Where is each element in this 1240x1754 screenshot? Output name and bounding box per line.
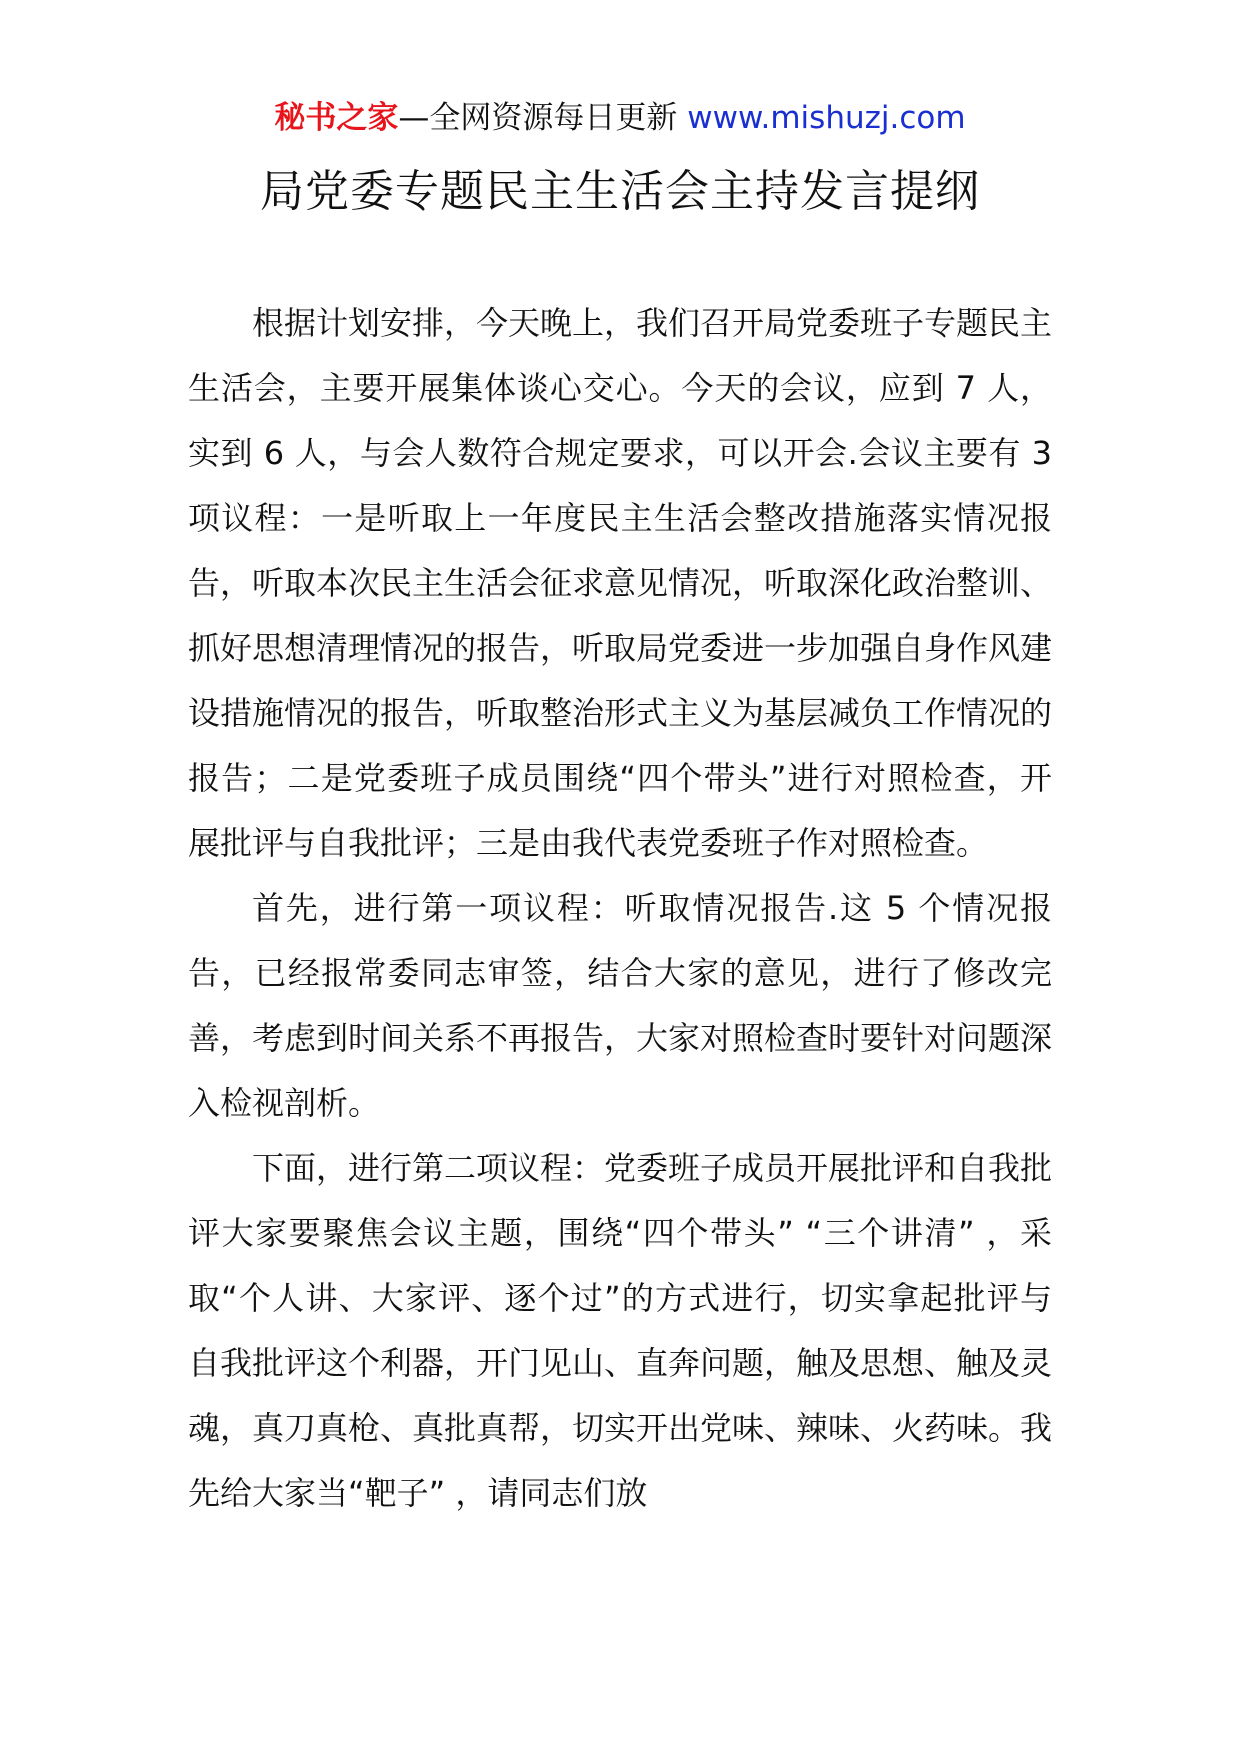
- document-title: 局党委专题民主生活会主持发言提纲: [260, 166, 980, 217]
- header-slogan: —全网资源每日更新: [398, 100, 688, 136]
- paragraph-3: 下面，进行第二项议程：党委班子成员开展批评和自我批评大家要聚焦会议主题，围绕“四个带头” “三个讲清” ，采取“个人讲、大家评、逐个过”的方式进行，切实拿起批评与自我批评这个利器，开门见山、直奔问题，触及思想、触及灵魂，真刀真枪、真批真帮，切实开出党味、辣味、火药味。我先给大家当“靶子” ，请同志们放: [188, 1149, 1053, 1512]
- paragraph-2: 首先，进行第一项议程：听取情况报告.这 5 个情况报告，已经报常委同志审签，结合大家的意见，进行了修改完善，考虑到时间关系不再报告，大家对照检查时要针对问题深入检视剖析。: [188, 889, 1053, 1122]
- paragraph-1: 根据计划安排，今天晚上，我们召开局党委班子专题民主生活会，主要开展集体谈心交心。今天的会议，应到 7 人，实到 6 人，与会人数符合规定要求，可以开会.会议主要有 3 项议程：一是听取上一年度民主生活会整改措施落实情况报告，听取本次民主生活会征求意见情况，听取深化政治整训、抓好思想清理情况的报告，听取局党委进一步加强自身作风建设措施情况的报告，听取整治形式主义为基层减负工作情况的报告；二是党委班子成员围绕“四个带头”进行对照检查，开展批评与自我批评；三是由我代表党委班子作对照检查。: [188, 304, 1053, 862]
- brand-name: 秘书之家: [274, 100, 399, 136]
- document-body: [188, 291, 1052, 1526]
- site-url: www.mishuzj.com: [687, 100, 966, 136]
- site-header: [0, 96, 1240, 140]
